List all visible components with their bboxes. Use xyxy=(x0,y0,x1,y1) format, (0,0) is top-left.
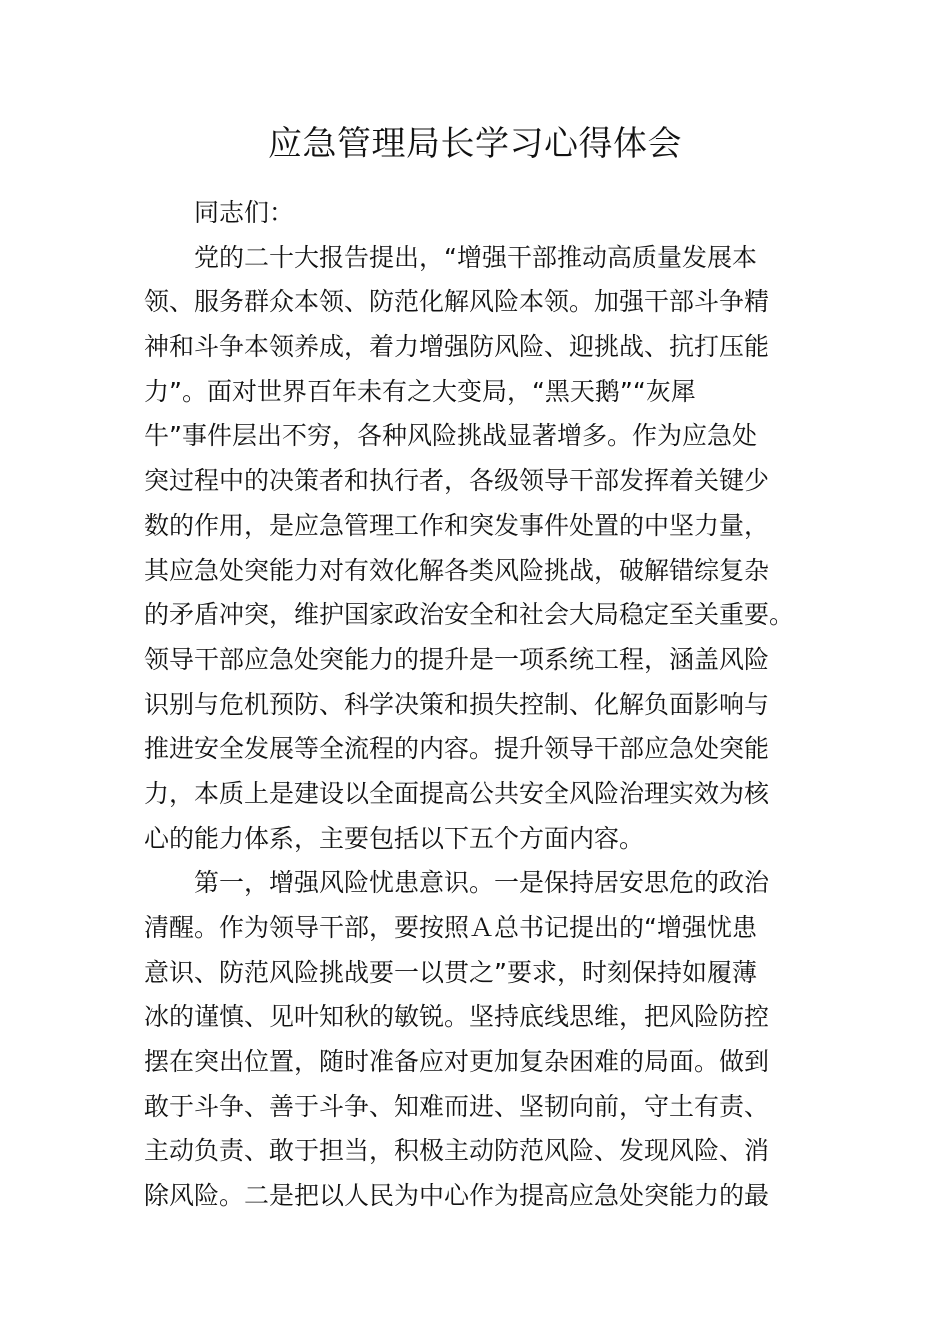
body-line: 识别与危机预防、科学决策和损失控制、化解负面影响与 xyxy=(144,689,770,719)
body-line: 力”。面对世界百年未有之大变局，“黑天鹅”“灰犀 xyxy=(144,376,696,406)
body-line: 神和斗争本领养成，着力增强防风险、迎挑战、抗打压能 xyxy=(144,332,770,362)
body-line: 党的二十大报告提出，“增强干部推动高质量发展本 xyxy=(194,242,757,272)
body-line: 力，本质上是建设以全面提高公共安全风险治理实效为核 xyxy=(144,778,770,808)
body-line: 推进安全发展等全流程的内容。提升领导干部应急处突能 xyxy=(144,734,770,764)
body-line: 领导干部应急处突能力的提升是一项系统工程，涵盖风险 xyxy=(144,644,770,674)
body-line: 牛”事件层出不穷，各种风险挑战显著增多。作为应急处 xyxy=(144,421,757,451)
body-line: 其应急处突能力对有效化解各类风险挑战，破解错综复杂 xyxy=(144,555,770,585)
salutation-line: 同志们： xyxy=(194,198,295,227)
document-title: 应急管理局长学习心得体会 xyxy=(268,124,682,164)
body-line: 数的作用，是应急管理工作和突发事件处置的中坚力量， xyxy=(144,510,770,540)
document-body xyxy=(144,191,804,1219)
body-line: 主动负责、敢于担当，积极主动防范风险、发现风险、消 xyxy=(144,1136,770,1166)
body-line: 除风险。二是把以人民为中心作为提高应急处突能力的最 xyxy=(144,1181,770,1211)
body-line: 的矛盾冲突，维护国家政治安全和社会大局稳定至关重要。 xyxy=(144,600,795,630)
body-line: 敢于斗争、善于斗争、知难而进、坚韧向前，守土有责、 xyxy=(144,1091,770,1121)
body-line: 第一，增强风险忧患意识。一是保持居安思危的政治 xyxy=(194,868,770,898)
body-line: 心的能力体系，主要包括以下五个方面内容。 xyxy=(144,823,645,853)
body-line: 冰的谨慎、见叶知秋的敏锐。坚持底线思维，把风险防控 xyxy=(144,1002,770,1032)
body-line: 领、服务群众本领、防范化解风险本领。加强干部斗争精 xyxy=(144,287,770,317)
body-line: 清醒。作为领导干部，要按照Ａ总书记提出的“增强忧患 xyxy=(144,913,757,942)
body-line: 意识、防范风险挑战要一以贯之”要求，时刻保持如履薄 xyxy=(144,957,757,987)
body-line: 摆在突出位置，随时准备应对更加复杂困难的局面。做到 xyxy=(144,1047,770,1077)
body-line: 突过程中的决策者和执行者，各级领导干部发挥着关键少 xyxy=(144,466,770,496)
